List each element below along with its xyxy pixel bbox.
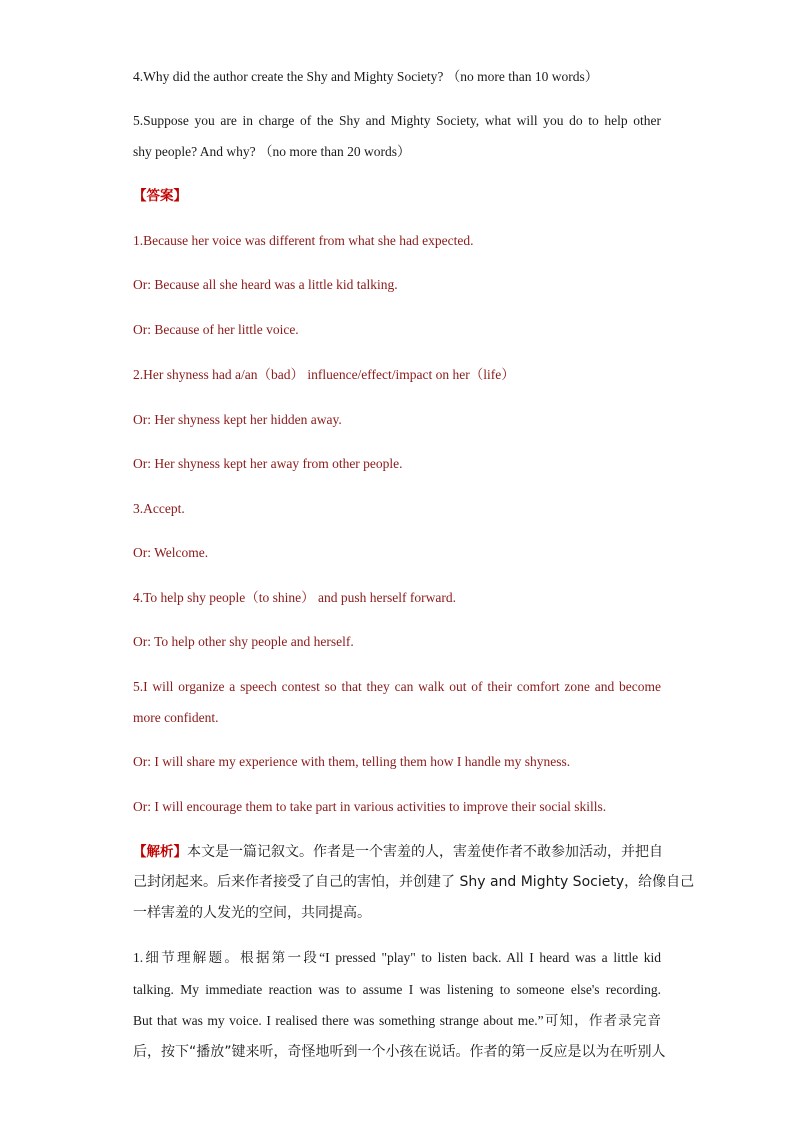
- answer-line: Or: Her shyness kept her away from other people.: [133, 456, 403, 471]
- answer-line: 2.Her shyness had a/an（bad） influence/effect/impact on her（life）: [133, 367, 515, 382]
- answer-line: 5.I will organize a speech contest so that they can walk out of their comfort zone and become: [133, 679, 661, 694]
- answer-line: Or: I will encourage them to take part in various activities to improve their social skills.: [133, 799, 607, 814]
- answer-line: Or: Because of her little voice.: [133, 322, 299, 337]
- answer-line: 3.Accept.: [133, 501, 185, 516]
- detail-line-1: 1.细节理解题。根据第一段“I pressed "play" to listen back. All I heard was a little kid: [133, 950, 661, 965]
- analysis-line-1: [133, 842, 661, 862]
- answer-line: Or: To help other shy people and herself.: [133, 634, 354, 649]
- question-5-line-2: shy people? And why? （no more than 20 words）: [133, 144, 411, 159]
- answer-line: 1.Because her voice was different from what she had expected.: [133, 233, 474, 248]
- question-4: 4.Why did the author create the Shy and Mighty Society? （no more than 10 words）: [133, 69, 599, 84]
- answer-heading: 【答案】: [133, 188, 187, 204]
- detail-line-3: But that was my voice. I realised there was something strange about me.”可知，作者录完音: [133, 1013, 661, 1028]
- answer-line: more confident.: [133, 710, 219, 725]
- answer-line: Or: Because all she heard was a little kid talking.: [133, 277, 398, 292]
- answer-line: Or: I will share my experience with them, telling them how I handle my shyness.: [133, 754, 571, 769]
- analysis-text: 本文是一篇记叙文。作者是一个害羞的人，害羞使作者不敢参加活动，并把自: [187, 844, 663, 860]
- detail-line-2: talking. My immediate reaction was to assume I was listening to someone else's recording.: [133, 982, 661, 997]
- question-5-line-1: 5.Suppose you are in charge of the Shy and Mighty Society, what will you do to help other: [133, 113, 661, 128]
- analysis-line-3: 一样害羞的人发光的空间，共同提高。: [133, 905, 371, 921]
- analysis-line-2: 己封闭起来。后来作者接受了自己的害怕，并创建了 Shy and Mighty Society，给像自己: [133, 874, 695, 890]
- answer-line: Or: Welcome.: [133, 545, 209, 560]
- answer-line: 4.To help shy people（to shine） and push herself forward.: [133, 590, 456, 605]
- analysis-heading: 【解析】: [133, 844, 187, 860]
- answer-line: Or: Her shyness kept her hidden away.: [133, 412, 342, 427]
- detail-line-4: 后，按下“播放”键来听，奇怪地听到一个小孩在说话。作者的第一反应是以为在听别人: [133, 1044, 666, 1060]
